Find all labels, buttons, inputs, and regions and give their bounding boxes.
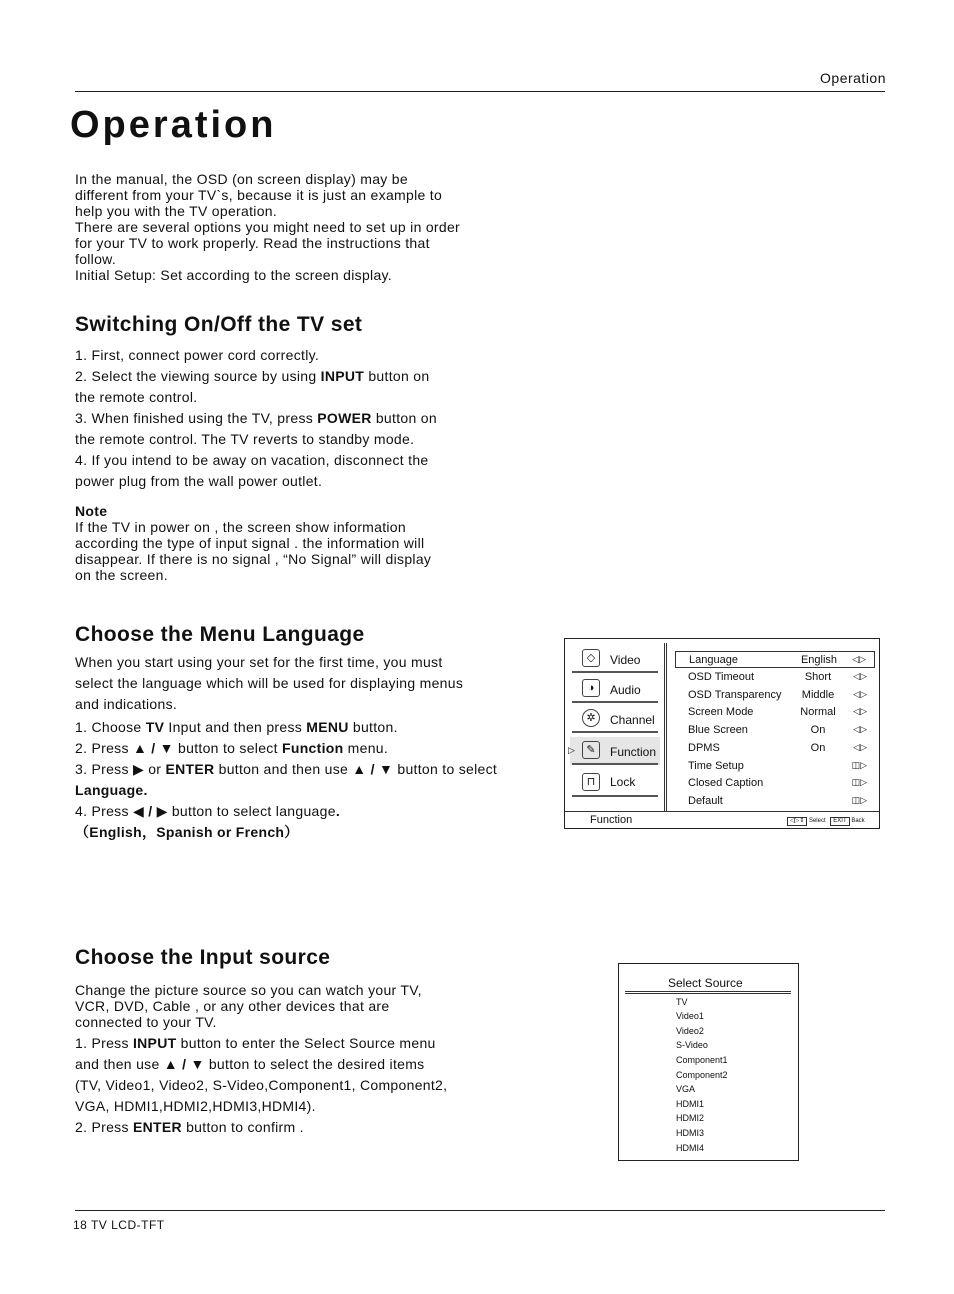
osd-option-default xyxy=(675,793,875,810)
lang-step-3: 3. Press ▶ or ENTER button and then use ▲ / ▼ button to select xyxy=(75,761,498,777)
osd-option-osd-timeout xyxy=(675,669,875,686)
osd-divider xyxy=(664,643,667,811)
select-hint: Select xyxy=(808,818,826,824)
osd-sidebar-item-function xyxy=(570,737,660,765)
header-rule xyxy=(75,91,885,92)
language-heading: Choose the Menu Language xyxy=(75,623,365,646)
step-3-cont: the remote control. The TV reverts to standby mode. xyxy=(75,431,415,447)
osd-footer-title: Function xyxy=(590,814,633,826)
osd-option-label: Default xyxy=(688,795,723,807)
source-item-vga: VGA xyxy=(676,1084,696,1094)
source-item-component1: Component1 xyxy=(676,1055,728,1065)
intro-line: Initial Setup: Set according to the screen display. xyxy=(75,267,392,283)
left-right-arrow-icon: ◁▷ xyxy=(853,724,867,734)
note-line: according the type of input signal . the information will xyxy=(75,535,425,551)
osd-sidebar-item-lock xyxy=(570,769,660,797)
source-step-2: 2. Press ENTER button to confirm . xyxy=(75,1119,304,1135)
left-right-arrow-icon: ◁▷ xyxy=(852,654,866,664)
left-right-arrow-icon: ◁▷ xyxy=(853,671,867,681)
source-item-component2: Component2 xyxy=(676,1070,728,1080)
osd-option-time-setup xyxy=(675,758,875,775)
left-right-arrow-icon: ◀ / ▶ xyxy=(132,803,168,819)
source-item-video2: Video2 xyxy=(676,1026,704,1036)
osd-option-screen-mode xyxy=(675,704,875,721)
enter-icon: ◫▷ xyxy=(851,795,867,805)
running-header: Operation xyxy=(820,70,886,86)
source-steps xyxy=(75,1033,545,1138)
osd-option-value: On xyxy=(810,742,826,754)
osd-sidebar-label: Channel xyxy=(610,713,655,727)
osd-sidebar-item-audio xyxy=(570,675,660,703)
osd-sidebar-label: Lock xyxy=(610,775,636,789)
back-hint: Back xyxy=(851,818,865,824)
osd-option-value: On xyxy=(810,724,826,736)
osd-sidebar-item-video xyxy=(570,645,660,673)
osd-option-osd-transparency xyxy=(675,687,875,704)
lang-step-4: 4. Press ◀ / ▶ button to select language. xyxy=(75,803,341,819)
osd-option-label: Closed Caption xyxy=(688,777,764,789)
note-line: on the screen. xyxy=(75,567,168,583)
step-4: 4. If you intend to be away on vacation, disconnect the xyxy=(75,452,429,468)
footer-rule xyxy=(75,1210,885,1211)
source-step-1-list: (TV, Video1, Video2, S-Video,Component1, Component2, xyxy=(75,1077,448,1093)
lock-icon: ⊓ xyxy=(582,773,600,791)
up-down-arrow-icon: ▲ / ▼ xyxy=(352,761,394,777)
exit-key-icon: EXIT xyxy=(830,817,849,826)
lang-step-2: 2. Press ▲ / ▼ button to select Function menu. xyxy=(75,740,389,756)
left-right-arrow-icon: ◁▷ xyxy=(853,706,867,716)
source-item-hdmi1: HDMI1 xyxy=(676,1099,705,1109)
step-2-cont: the remote control. xyxy=(75,389,198,405)
language-intro-line: When you start using your set for the first time, you must xyxy=(75,654,443,670)
osd-option-closed-caption xyxy=(675,775,875,792)
audio-icon: ◑ xyxy=(582,679,600,697)
osd-footer-rule xyxy=(565,811,879,812)
osd-option-value: Middle xyxy=(801,689,835,701)
note-heading: Note xyxy=(75,503,108,519)
intro-line: There are several options you might need to set up in order xyxy=(75,219,461,235)
function-icon: ✎ xyxy=(582,741,600,759)
select-source-title: Select Source xyxy=(668,976,743,990)
lang-step-1: 1. Choose TV Input and then press MENU button. xyxy=(75,719,398,735)
page-title: Operation xyxy=(70,104,277,146)
source-step-1-cont: and then use ▲ / ▼ button to select the desired items xyxy=(75,1056,425,1072)
selected-arrow-icon: ▷ xyxy=(568,745,575,755)
source-item-video1: Video1 xyxy=(676,1011,704,1021)
page-footer: 18 TV LCD-TFT xyxy=(73,1218,165,1232)
divider xyxy=(572,671,658,673)
osd-sidebar-item-channel xyxy=(570,705,660,733)
osd-sidebar xyxy=(570,645,660,807)
osd-sidebar-label: Audio xyxy=(610,683,641,697)
source-item-hdmi4: HDMI4 xyxy=(676,1143,705,1153)
divider xyxy=(572,763,658,765)
language-intro-line: select the language which will be used for displaying menus xyxy=(75,675,464,691)
osd-option-label: Time Setup xyxy=(688,760,744,772)
left-right-arrow-icon: ◁▷ xyxy=(853,689,867,699)
select-source-menu xyxy=(618,963,799,1161)
note-block xyxy=(75,503,515,583)
osd-option-label: OSD Timeout xyxy=(688,671,755,683)
source-item-tv: TV xyxy=(676,997,688,1007)
osd-option-value: Short xyxy=(804,671,832,683)
osd-option-blue-screen xyxy=(675,722,875,739)
left-right-arrow-icon: ◁▷ xyxy=(853,742,867,752)
move-keys-icon: ◁▷⇕ xyxy=(787,817,807,826)
step-3: 3. When finished using the TV, press POWER button on xyxy=(75,410,437,426)
source-intro-line: connected to your TV. xyxy=(75,1014,217,1030)
intro-line: In the manual, the OSD (on screen display) may be xyxy=(75,171,408,187)
channel-icon: ✲ xyxy=(582,709,600,727)
enter-icon: ◫▷ xyxy=(851,777,867,787)
intro-line: for your TV to work properly. Read the instructions that xyxy=(75,235,430,251)
video-icon: ◇ xyxy=(582,649,600,667)
lang-step-3-cont: Language. xyxy=(75,782,148,798)
intro-line: follow. xyxy=(75,251,117,267)
step-1: 1. First, connect power cord correctly. xyxy=(75,347,320,363)
source-intro-line: VCR, DVD, Cable , or any other devices that are xyxy=(75,998,390,1014)
language-intro-line: and indications. xyxy=(75,696,178,712)
select-source-rule xyxy=(625,991,791,994)
osd-sidebar-label: Video xyxy=(610,653,641,667)
source-step-1: 1. Press INPUT button to enter the Select Source menu xyxy=(75,1035,436,1051)
note-line: disappear. If there is no signal , “No Signal” will display xyxy=(75,551,432,567)
intro-line: different from your TV`s, because it is just an example to xyxy=(75,187,443,203)
source-intro-line: Change the picture source so you can watch your TV, xyxy=(75,982,422,998)
enter-icon: ◫▷ xyxy=(851,760,867,770)
note-line: If the TV in power on , the screen show information xyxy=(75,519,406,535)
source-item-hdmi3: HDMI3 xyxy=(676,1128,705,1138)
source-heading: Choose the Input source xyxy=(75,946,331,969)
switching-steps xyxy=(75,345,515,492)
osd-option-value: English xyxy=(800,654,838,666)
osd-option-label: Language xyxy=(689,654,738,666)
intro-paragraph xyxy=(75,171,515,283)
language-steps xyxy=(75,652,545,843)
up-down-arrow-icon: ▲ / ▼ xyxy=(163,1056,205,1072)
osd-option-value: Normal xyxy=(800,706,836,718)
osd-option-label: Blue Screen xyxy=(688,724,748,736)
osd-option-language xyxy=(675,651,875,668)
source-item-s-video: S-Video xyxy=(676,1040,708,1050)
osd-option-dpms xyxy=(675,740,875,757)
divider xyxy=(572,795,658,797)
switching-heading: Switching On/Off the TV set xyxy=(75,313,363,336)
source-intro xyxy=(75,982,515,1030)
osd-option-label: OSD Transparency xyxy=(688,689,782,701)
right-arrow-icon: ▶ xyxy=(132,761,145,777)
intro-line: help you with the TV operation. xyxy=(75,203,278,219)
osd-option-label: DPMS xyxy=(688,742,720,754)
osd-key-hints xyxy=(787,817,865,826)
source-item-hdmi2: HDMI2 xyxy=(676,1113,705,1123)
source-step-1-list: VGA, HDMI1,HDMI2,HDMI3,HDMI4). xyxy=(75,1098,316,1114)
divider xyxy=(572,731,658,733)
osd-option-label: Screen Mode xyxy=(688,706,754,718)
osd-sidebar-label: Function xyxy=(610,745,657,759)
step-2: 2. Select the viewing source by using INPUT button on xyxy=(75,368,430,384)
divider xyxy=(572,701,658,703)
osd-function-menu xyxy=(564,638,880,829)
step-4-cont: power plug from the wall power outlet. xyxy=(75,473,323,489)
up-down-arrow-icon: ▲ / ▼ xyxy=(132,740,174,756)
lang-step-4-cont: （English，Spanish or French） xyxy=(75,824,299,840)
